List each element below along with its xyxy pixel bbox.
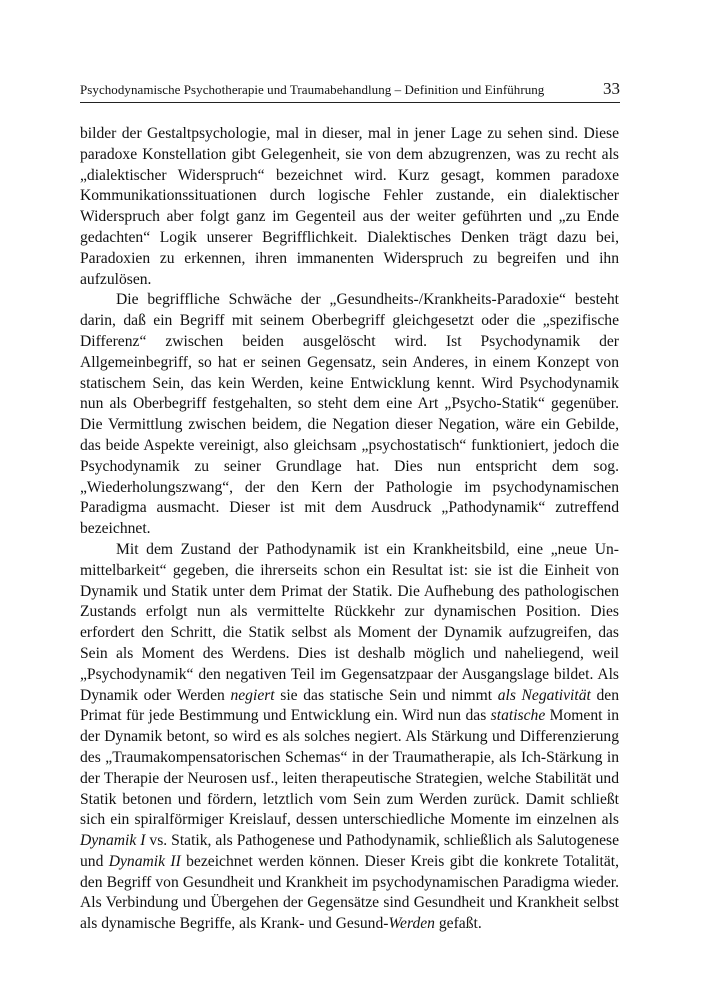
emphasis-text: Dynamik I bbox=[80, 832, 146, 850]
paragraph-2 bbox=[80, 290, 619, 540]
emphasis-text: statische bbox=[490, 707, 546, 725]
text-run: sie das statische Sein und nimmt bbox=[274, 686, 498, 704]
paragraph-1 bbox=[80, 124, 619, 290]
running-header bbox=[80, 80, 620, 103]
paragraph-3 bbox=[80, 540, 619, 935]
emphasis-text: Werden bbox=[388, 915, 435, 933]
page-number: 33 bbox=[603, 79, 620, 98]
text-run: Mit dem Zustand der Pathodynamik ist ein Krankheitsbild, eine „neue Unmittelbarkeit“ gegeben, die ihrerseits schon ein Resultat ist: sie ist die Einheit von Dynamik und Statik unter dem Primat der Statik. Die Aufhebung des pathologischen Zustands erfolgt nun als vermittelte Rückkehr zur dynamischen Position. Dies erfordert den Schritt, die Statik selbst als Moment der Dynamik aufzugreifen, das Sein als Moment des Werdens. Dies ist deshalb möglich und naheliegend, weil „Psychodynamik“ den negativen Teil im Gegensatzpaar der Ausgangslage bildet. Als Dynamik oder Werden bbox=[80, 540, 619, 704]
body-text bbox=[80, 124, 619, 935]
emphasis-text: als Negativität bbox=[497, 686, 591, 704]
text-run: bilder der Gestaltpsychologie, mal in dieser, mal in jener Lage zu sehen sind. Diese paradoxe Konstellation gibt Gelegenheit, sie von dem abzugrenzen, was zu recht als „dialektischer Widerspruch“ bezeichnet wird. Kurz gesagt, kommen paradoxe Kommunikationssituationen durch logische Fehler zustande, ein dialektischer Widerspruch aber folgt ganz im Gegenteil aus der weiter geführten und „zu Ende gedachten“ Logik unserer Begrifflichkeit. Dialektisches Denken trägt dazu bei, Paradoxien zu erkennen, ihren immanenten Widerspruch zu begreifen und ihn aufzulösen. bbox=[80, 125, 619, 288]
running-title: Psychodynamische Psychotherapie und Traumabehandlung – Definition und Einführung bbox=[80, 82, 545, 97]
text-run: bezeichnet werden können. Dieser Kreis gibt die konkrete Totalität, den Begriff von Gesundheit und Krankheit im psychodynamischen Paradigma wieder. Als Verbindung und Übergehen der Gegensätze sind Gesundheit und Krankheit selbst als dynamische Begriffe, als Krank- und Gesund- bbox=[80, 852, 619, 933]
text-run: den Primat für jede Bestimmung und Entwicklung ein. Wird nun das bbox=[80, 686, 619, 725]
emphasis-text: Dynamik II bbox=[108, 852, 181, 870]
emphasis-text: negiert bbox=[230, 686, 275, 704]
text-run: Die begriffliche Schwäche der „Gesundheits-/Krankheits-Paradoxie“ besteht darin, daß ein Begriff mit seinem Oberbegriff gleichgesetzt oder die „spezifische Differenz“ zwischen beiden ausgelöscht wird. Ist Psychodynamik der Allgemeinbegriff, so hat er seinen Gegensatz, sein Anderes, in einem Konzept von statischem Sein, das kein Werden, keine Entwicklung kennt. Wird Psychodynamik nun als Oberbegriff festgehalten, so steht dem eine Art „Psycho-Statik“ gegenüber. Die Vermittlung zwischen beidem, die Negation dieser Negation, wäre ein Gebilde, das beide Aspekte vereinigt, also gleichsam „psychostatisch“ funktioniert, jedoch die Psychodynamik zu seiner Grundlage hat. Dies nun entspricht dem sog. „Wiederholungszwang“, der den Kern der Pathologie im psychodynamischen Paradigma ausmacht. Dieser ist mit dem Ausdruck „Pathodynamik“ zutreffend bezeichnet. bbox=[80, 291, 619, 538]
text-run: Moment in der Dynamik betont, so wird es als solches negiert. Als Stärkung und Differenzierung des „Traumakompensatorischen Schemas“ in der Traumatherapie, als Ich-Stärkung in der Therapie der Neurosen usf., leiten therapeutische Strategien, welche Stabilität und Statik betonen und fördern, letztlich vom Sein zum Werden zurück. Damit schließt sich ein spiralförmiger Kreislauf, dessen unterschiedliche Momente im einzelnen als bbox=[80, 707, 619, 829]
text-run: gefaßt. bbox=[434, 915, 482, 933]
text-run: vs. Statik, als Pathogenese und Pathodynamik, schließlich als Salutogenese und bbox=[80, 832, 619, 870]
